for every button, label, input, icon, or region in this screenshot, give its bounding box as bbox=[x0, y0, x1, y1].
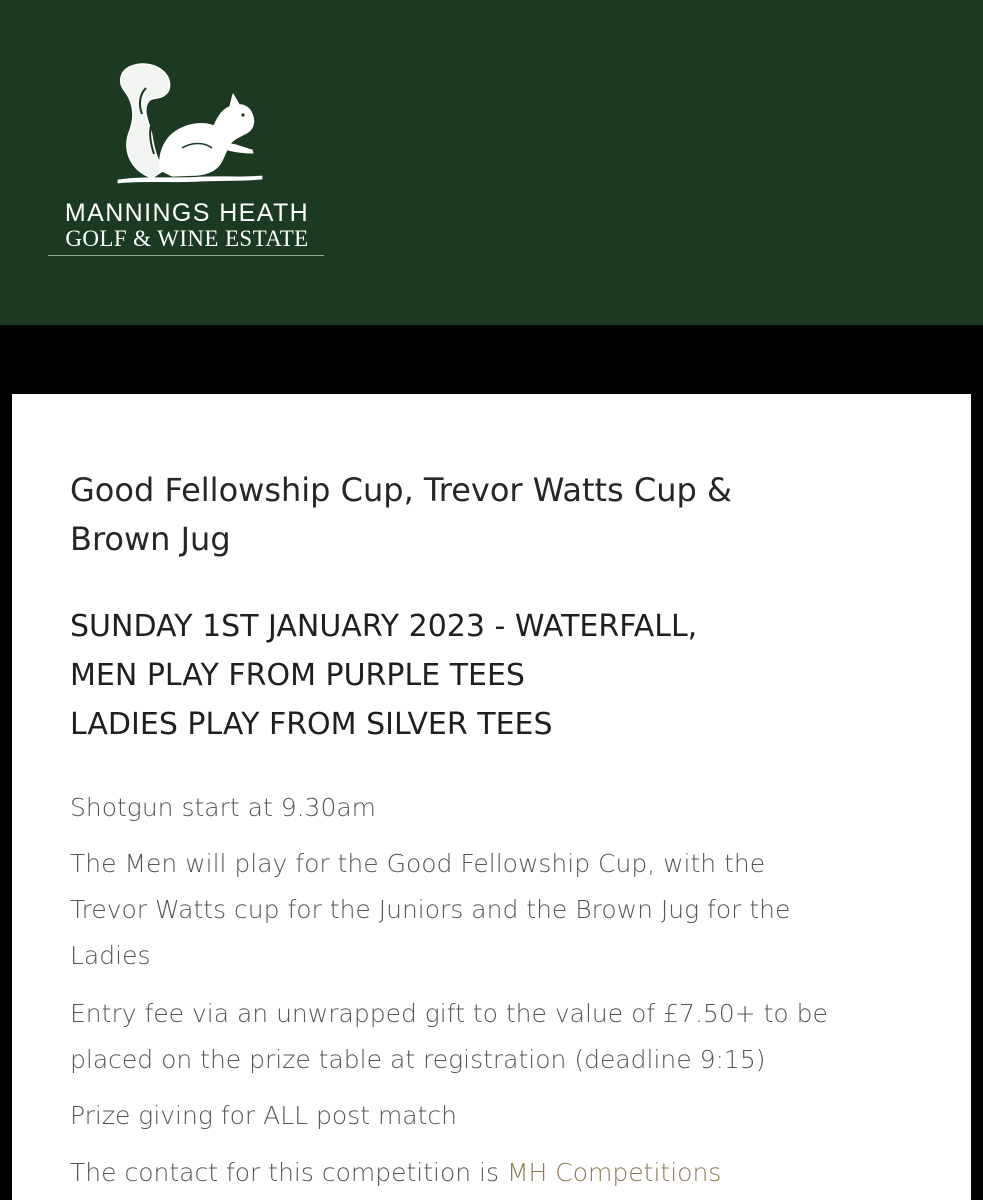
description-line1: The Men will play for the Good Fellowship Cup, with the bbox=[70, 849, 766, 878]
squirrel-logo-icon bbox=[112, 58, 272, 190]
logo-subtitle: GOLF & WINE ESTATE bbox=[65, 226, 309, 251]
site-header bbox=[0, 0, 983, 325]
description-line3: Ladies bbox=[70, 941, 151, 970]
event-date-course: SUNDAY 1ST JANUARY 2023 - WATERFALL, bbox=[70, 609, 698, 644]
logo-divider bbox=[48, 255, 324, 256]
event-title-line2: Brown Jug bbox=[70, 520, 231, 558]
prize-giving-text: Prize giving for ALL post match bbox=[70, 1101, 458, 1130]
entry-fee-line2: placed on the prize table at registration (deadline 9:15) bbox=[70, 1045, 766, 1074]
competition-description bbox=[70, 841, 950, 979]
contact-text bbox=[70, 1150, 950, 1196]
contact-prefix: The contact for this competition is bbox=[70, 1158, 507, 1187]
event-subtitle bbox=[70, 602, 950, 749]
men-tees: MEN PLAY FROM PURPLE TEES bbox=[70, 658, 525, 693]
start-time-text: Shotgun start at 9.30am bbox=[70, 793, 377, 822]
description-line2: Trevor Watts cup for the Juniors and the Brown Jug for the bbox=[70, 895, 791, 924]
ladies-tees: LADIES PLAY FROM SILVER TEES bbox=[70, 707, 553, 742]
entry-fee-line1: Entry fee via an unwrapped gift to the value of £7.50+ to be bbox=[70, 999, 828, 1028]
event-title bbox=[70, 466, 910, 564]
logo-title: MANNINGS HEATH bbox=[64, 199, 310, 227]
mh-competitions-link[interactable]: MH Competitions bbox=[506, 1158, 722, 1187]
estate-logo[interactable] bbox=[44, 58, 334, 263]
event-title-line1: Good Fellowship Cup, Trevor Watts Cup & bbox=[70, 471, 732, 509]
entry-fee-text bbox=[70, 991, 950, 1083]
